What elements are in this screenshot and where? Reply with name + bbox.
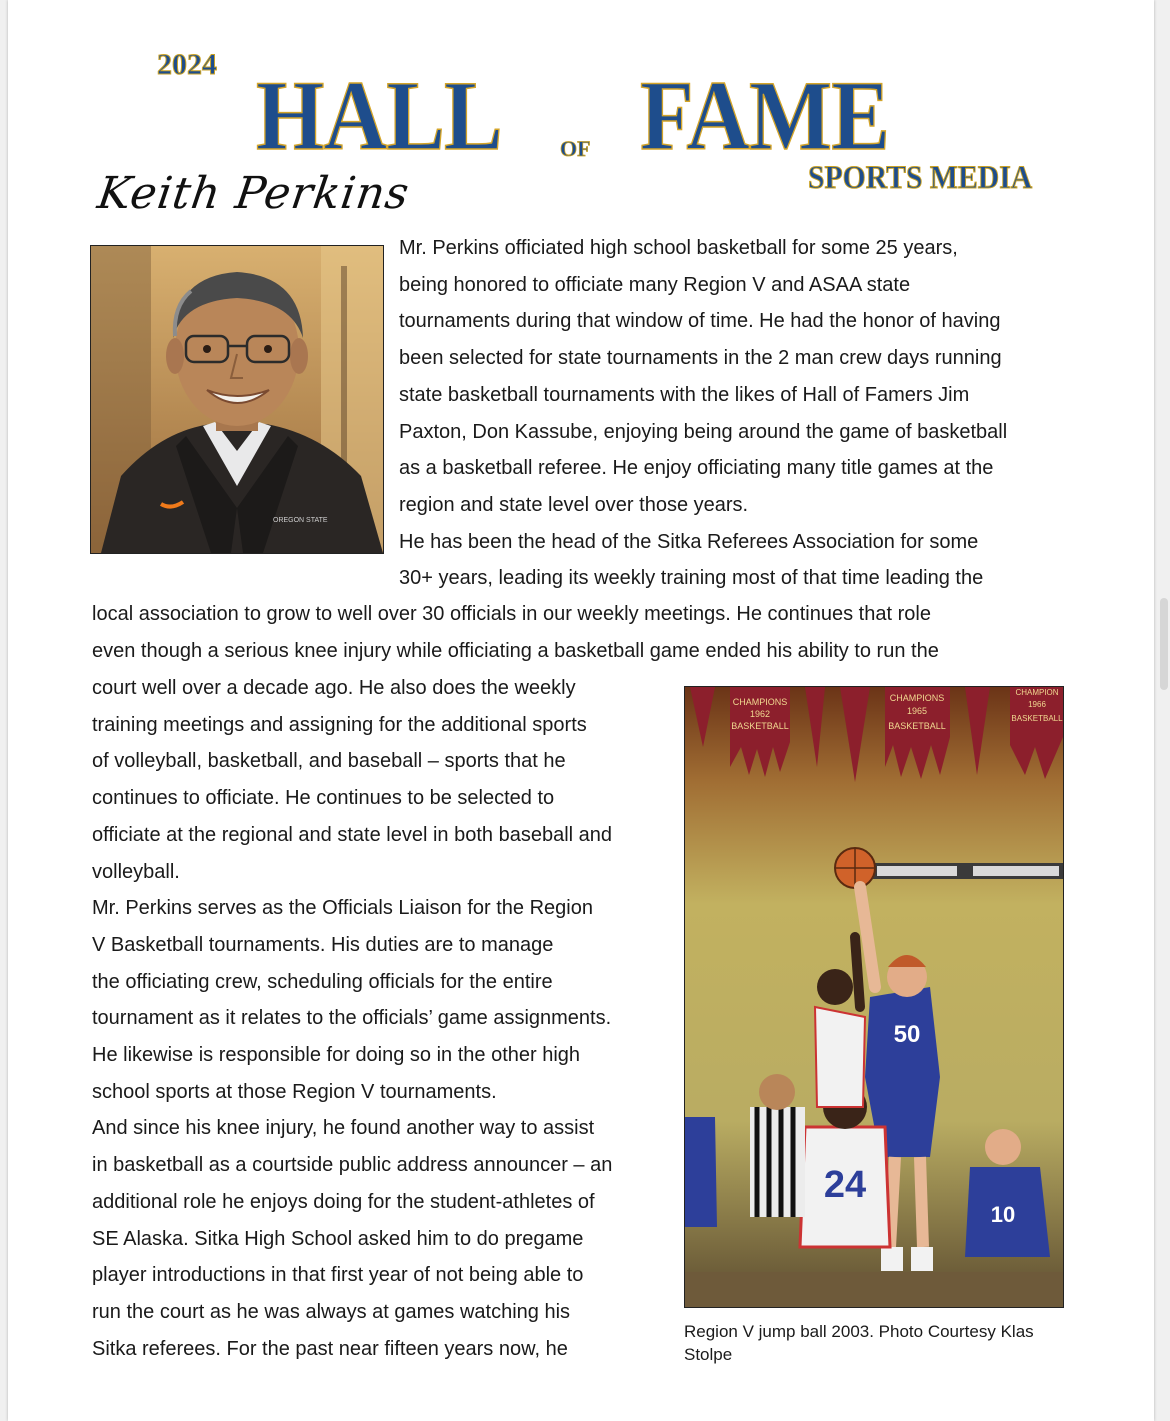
inductee-signature: Keith Perkins xyxy=(94,168,413,219)
article-line: Sitka referees. For the past near fifteen years now, he xyxy=(92,1337,568,1360)
jersey-number-50: 50 xyxy=(893,1021,921,1048)
article-line: He likewise is responsible for doing so in the other high xyxy=(92,1044,581,1067)
article-line: local association to grow to well over 30 officials in our weekly meetings. He continues that role xyxy=(92,603,931,625)
article-line: being honored to officiate many Region V and ASAA state xyxy=(399,273,911,296)
article-line: SE Alaska. Sitka High School asked him to do pregame xyxy=(92,1227,584,1250)
article-line: training meetings and assigning for the additional sports xyxy=(92,713,587,736)
jump-ball-photo xyxy=(684,686,1064,1308)
article-line: been selected for state tournaments in the 2 man crew days running xyxy=(399,347,1002,370)
document-page xyxy=(8,0,1154,1421)
article-line: state basketball tournaments with the likes of Hall of Famers Jim xyxy=(399,383,970,406)
jersey-number-24: 24 xyxy=(823,1164,867,1206)
article-line: tournament as it relates to the officials’ game assignments. xyxy=(92,1007,612,1030)
caption-line: Region V jump ball 2003. Photo Courtesy Klas xyxy=(684,1322,1034,1341)
article-text-left xyxy=(92,670,612,1367)
article-text-top xyxy=(399,230,1007,597)
article-line: region and state level over those years. xyxy=(399,493,749,516)
article-line: 30+ years, leading its weekly training most of that time leading the xyxy=(399,567,984,590)
banner-1962-line3: BASKETBALL xyxy=(731,721,789,731)
banner-1962-line1: CHAMPIONS xyxy=(732,697,788,707)
article-line: in basketball as a courtside public address announcer – an xyxy=(92,1154,613,1177)
article-line: additional role he enjoys doing for the student-athletes of xyxy=(92,1190,595,1213)
article-line: Mr. Perkins serves as the Officials Liaison for the Region xyxy=(92,897,593,920)
article-line: volleyball. xyxy=(92,860,180,883)
article-line: court well over a decade ago. He also does the weekly xyxy=(92,677,576,699)
article-line: the officiating crew, scheduling officials for the entire xyxy=(92,970,553,993)
jacket-text: OREGON STATE xyxy=(273,517,328,524)
jersey-number-10: 10 xyxy=(990,1202,1016,1227)
article-line: And since his knee injury, he found another way to assist xyxy=(92,1117,595,1140)
header-hall: HALL xyxy=(256,60,502,171)
header-fame: FAME xyxy=(640,60,890,171)
banner-1965-line3: BASKETBALL xyxy=(888,721,946,731)
photo-caption xyxy=(684,1320,1034,1366)
article-line: player introductions in that first year of not being able to xyxy=(92,1264,584,1287)
banner-1962-line2: 1962 xyxy=(749,709,771,719)
article-line: as a basketball referee. He enjoy officiating many title games at the xyxy=(399,457,994,480)
header-category: SPORTS MEDIA xyxy=(808,160,1033,196)
banner-1966-line1: CHAMPION xyxy=(1015,688,1059,697)
vertical-scrollbar[interactable] xyxy=(1160,598,1168,690)
article-line: He has been the head of the Sitka Referees Association for some xyxy=(399,530,979,553)
header-of: OF xyxy=(560,136,591,161)
banner-1966-line3: BASKETBALL xyxy=(1011,714,1063,723)
article-line: school sports at those Region V tournaments. xyxy=(92,1080,497,1103)
article-line: V Basketball tournaments. His duties are to manage xyxy=(92,933,554,956)
article-line: even though a serious knee injury while officiating a basketball game ended his ability to run the xyxy=(92,639,939,662)
article-line: continues to officiate. He continues to be selected to xyxy=(92,787,555,810)
caption-line: Stolpe xyxy=(684,1345,733,1364)
article-line: tournaments during that window of time. He had the honor of having xyxy=(399,310,1001,333)
article-line: of volleyball, basketball, and baseball – sports that he xyxy=(92,750,566,773)
article-line: run the court as he was always at games watching his xyxy=(92,1300,571,1323)
banner-1966-line2: 1966 xyxy=(1028,700,1046,709)
article-line: Mr. Perkins officiated high school basketball for some 25 years, xyxy=(399,237,958,259)
header-year: 2024 xyxy=(157,48,217,81)
article-text-full xyxy=(92,596,939,669)
banner-1965-line2: 1965 xyxy=(906,706,928,716)
article-line: officiate at the regional and state level in both baseball and xyxy=(92,823,612,846)
inductee-portrait-photo xyxy=(90,245,384,554)
article-line: Paxton, Don Kassube, enjoying being around the game of basketball xyxy=(399,420,1008,443)
banner-1965-line1: CHAMPIONS xyxy=(889,693,945,703)
